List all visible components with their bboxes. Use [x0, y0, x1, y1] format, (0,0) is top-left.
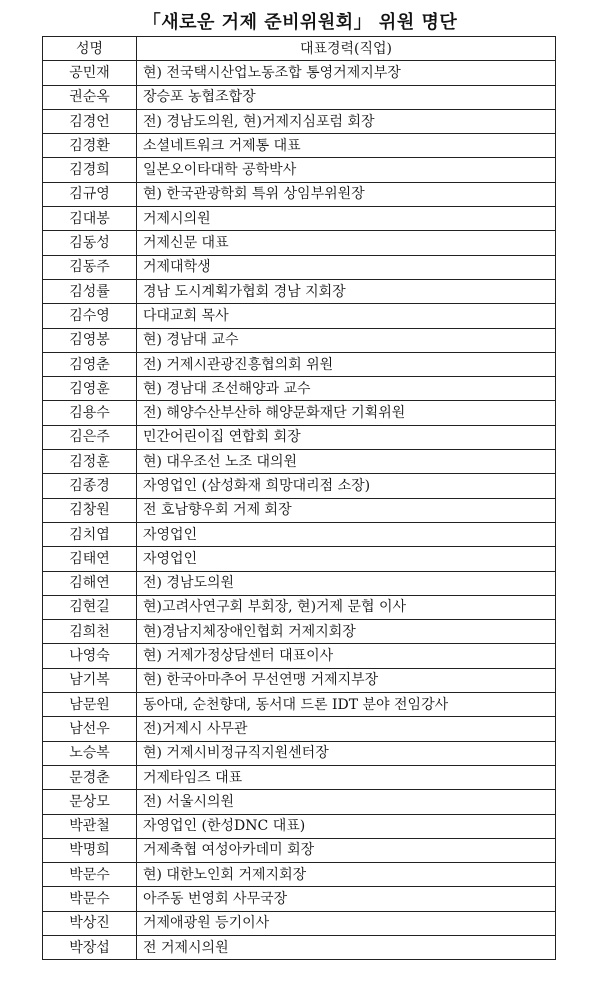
- table-body: [43, 61, 556, 960]
- member-career-cell: 현) 경남대 교수: [137, 328, 556, 352]
- member-career-cell: 현) 한국관광학회 특위 상임부위원장: [137, 182, 556, 206]
- member-career-cell: 소셜네트워크 거제통 대표: [137, 134, 556, 158]
- table-row: [43, 741, 556, 765]
- member-career-cell: 거제축협 여성아카데미 회장: [137, 838, 556, 862]
- member-name-cell: 김영춘: [43, 352, 137, 376]
- member-career-cell: 거제대학생: [137, 255, 556, 279]
- table-row: [43, 644, 556, 668]
- member-career-cell: 아주동 번영회 사무국장: [137, 887, 556, 911]
- table-row: [43, 838, 556, 862]
- table-row: [43, 814, 556, 838]
- member-name-cell: 박상진: [43, 911, 137, 935]
- page-title: 「새로운 거제 준비위원회」 위원 명단: [142, 12, 458, 33]
- table-row: [43, 377, 556, 401]
- table-row: [43, 887, 556, 911]
- member-name-cell: 노승복: [43, 741, 137, 765]
- member-name-cell: 김은주: [43, 425, 137, 449]
- member-career-cell: 현)경남지체장애인협회 거제지회장: [137, 620, 556, 644]
- member-career-cell: 거제애광원 등기이사: [137, 911, 556, 935]
- member-name-cell: 남문원: [43, 693, 137, 717]
- member-name-cell: 김동성: [43, 231, 137, 255]
- member-career-cell: 전) 거제시관광진흥협의회 위원: [137, 352, 556, 376]
- member-name-cell: 김영봉: [43, 328, 137, 352]
- member-career-cell: 전) 서울시의원: [137, 790, 556, 814]
- table-row: [43, 522, 556, 546]
- table-row: [43, 547, 556, 571]
- table-row: [43, 352, 556, 376]
- table-row: [43, 85, 556, 109]
- member-name-cell: 문경춘: [43, 765, 137, 789]
- member-career-cell: 자영업인 (한성DNC 대표): [137, 814, 556, 838]
- member-career-cell: 현) 한국아마추어 무선연맹 거제지부장: [137, 668, 556, 692]
- member-career-cell: 일본오이타대학 공학박사: [137, 158, 556, 182]
- member-career-cell: 자영업인 (삼성화재 희망대리점 소장): [137, 474, 556, 498]
- table-row: [43, 207, 556, 231]
- member-name-cell: 문상모: [43, 790, 137, 814]
- member-career-cell: 다대교회 목사: [137, 304, 556, 328]
- member-name-cell: 김치엽: [43, 522, 137, 546]
- member-name-cell: 김태연: [43, 547, 137, 571]
- member-career-cell: 거제타임즈 대표: [137, 765, 556, 789]
- table-row: [43, 109, 556, 133]
- table-row: [43, 717, 556, 741]
- member-name-cell: 남선우: [43, 717, 137, 741]
- member-career-cell: 현) 대한노인회 거제지회장: [137, 863, 556, 887]
- member-name-cell: 김경언: [43, 109, 137, 133]
- member-career-cell: 전 거제시의원: [137, 935, 556, 959]
- member-name-cell: 남기복: [43, 668, 137, 692]
- table-row: [43, 158, 556, 182]
- table-row: [43, 328, 556, 352]
- table-row: [43, 425, 556, 449]
- member-name-cell: 김정훈: [43, 450, 137, 474]
- member-career-cell: 전 호남향우회 거제 회장: [137, 498, 556, 522]
- table-row: [43, 935, 556, 959]
- member-name-cell: 박문수: [43, 887, 137, 911]
- member-name-cell: 공민재: [43, 61, 137, 85]
- table-row: [43, 255, 556, 279]
- table-row: [43, 620, 556, 644]
- member-name-cell: 김규영: [43, 182, 137, 206]
- member-name-cell: 박문수: [43, 863, 137, 887]
- member-name-cell: 김성률: [43, 279, 137, 303]
- member-name-cell: 김경희: [43, 158, 137, 182]
- member-name-cell: 김경환: [43, 134, 137, 158]
- table-row: [43, 182, 556, 206]
- table-row: [43, 134, 556, 158]
- member-name-cell: 김용수: [43, 401, 137, 425]
- member-career-cell: 자영업인: [137, 547, 556, 571]
- member-career-cell: 전)거제시 사무관: [137, 717, 556, 741]
- member-name-cell: 김종경: [43, 474, 137, 498]
- member-career-cell: 현) 거제시비정규직지원센터장: [137, 741, 556, 765]
- table-row: [43, 765, 556, 789]
- member-name-cell: 권순옥: [43, 85, 137, 109]
- table-row: [43, 304, 556, 328]
- member-career-cell: 장승포 농협조합장: [137, 85, 556, 109]
- member-name-cell: 박장섭: [43, 935, 137, 959]
- table-row: [43, 571, 556, 595]
- table-row: [43, 231, 556, 255]
- table-row: [43, 474, 556, 498]
- member-name-cell: 나영숙: [43, 644, 137, 668]
- member-career-cell: 민간어린이집 연합회 회장: [137, 425, 556, 449]
- member-name-cell: 김대봉: [43, 207, 137, 231]
- member-name-cell: 박관철: [43, 814, 137, 838]
- member-name-cell: 김현길: [43, 595, 137, 619]
- member-name-cell: 박명희: [43, 838, 137, 862]
- member-table: [42, 36, 556, 960]
- table-row: [43, 863, 556, 887]
- table-row: [43, 595, 556, 619]
- member-career-cell: 거제시의원: [137, 207, 556, 231]
- table-row: [43, 401, 556, 425]
- member-career-cell: 현) 경남대 조선해양과 교수: [137, 377, 556, 401]
- column-header-career: 대표경력(직업): [137, 37, 556, 61]
- table-row: [43, 693, 556, 717]
- table-row: [43, 61, 556, 85]
- table-row: [43, 668, 556, 692]
- table-row: [43, 279, 556, 303]
- member-career-cell: 동아대, 순천향대, 동서대 드론 IDT 분야 전임강사: [137, 693, 556, 717]
- member-name-cell: 김창원: [43, 498, 137, 522]
- member-career-cell: 자영업인: [137, 522, 556, 546]
- member-name-cell: 김해연: [43, 571, 137, 595]
- table-row: [43, 911, 556, 935]
- member-career-cell: 전) 경남도의원: [137, 571, 556, 595]
- member-name-cell: 김동주: [43, 255, 137, 279]
- member-career-cell: 현) 거제가정상담센터 대표이사: [137, 644, 556, 668]
- member-career-cell: 현) 대우조선 노조 대의원: [137, 450, 556, 474]
- table-row: [43, 498, 556, 522]
- table-header-row: [43, 37, 556, 61]
- table-row: [43, 450, 556, 474]
- member-career-cell: 전) 경남도의원, 현)거제지심포럼 회장: [137, 109, 556, 133]
- column-header-name: 성명: [43, 37, 137, 61]
- member-name-cell: 김희천: [43, 620, 137, 644]
- member-career-cell: 거제신문 대표: [137, 231, 556, 255]
- member-career-cell: 전) 해양수산부산하 해양문화재단 기획위원: [137, 401, 556, 425]
- member-career-cell: 경남 도시계획가협회 경남 지회장: [137, 279, 556, 303]
- table-row: [43, 790, 556, 814]
- member-career-cell: 현)고려사연구회 부회장, 현)거제 문협 이사: [137, 595, 556, 619]
- member-name-cell: 김영훈: [43, 377, 137, 401]
- member-career-cell: 현) 전국택시산업노동조합 통영거제지부장: [137, 61, 556, 85]
- member-name-cell: 김수영: [43, 304, 137, 328]
